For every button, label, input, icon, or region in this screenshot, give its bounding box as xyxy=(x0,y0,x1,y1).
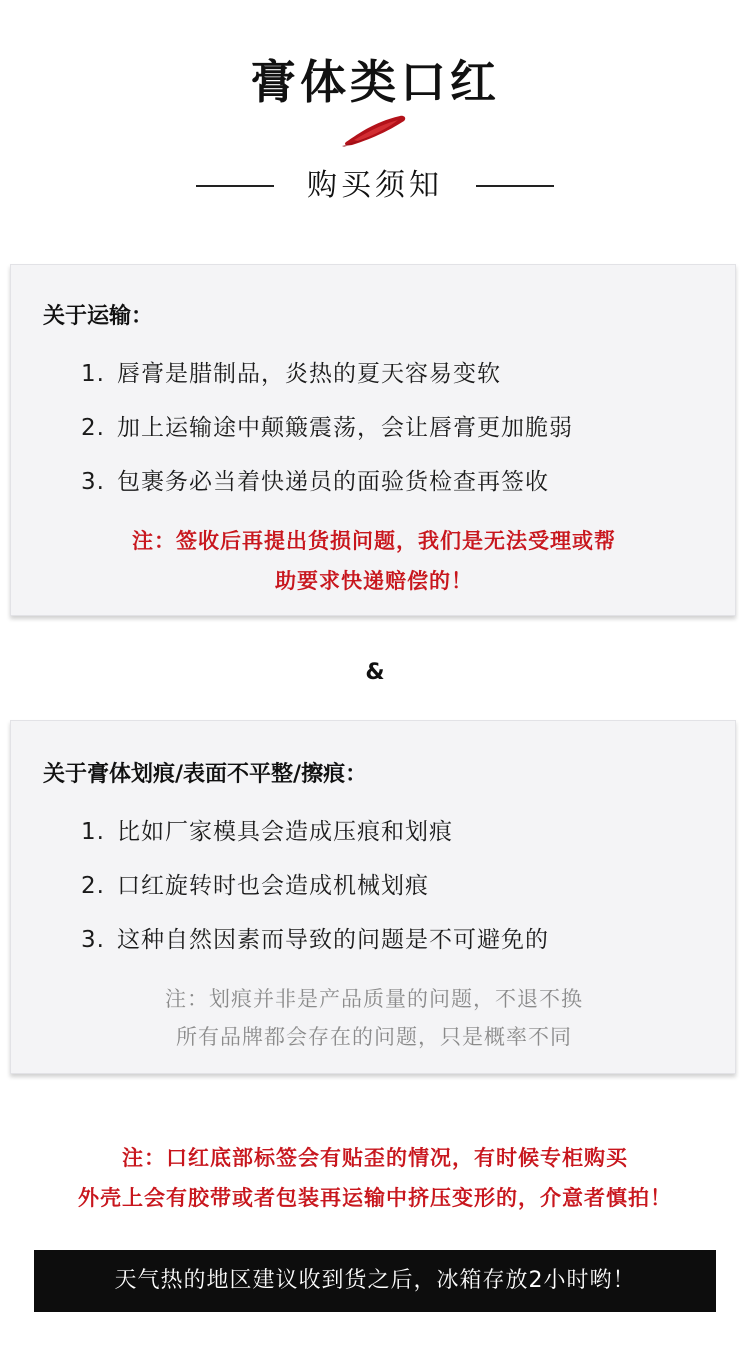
item-number: 3. xyxy=(81,469,105,495)
item-text: 包裹务必当着快递员的面验货检查再签收 xyxy=(116,469,549,495)
item-number: 3. xyxy=(81,927,105,953)
shipping-note-line-2: 助要求快递赔偿的！ xyxy=(275,569,473,593)
item-number: 1. xyxy=(81,361,105,387)
item-text: 加上运输途中颠簸震荡，会让唇膏更加脆弱 xyxy=(116,415,573,441)
item-text: 比如厂家模具会造成压痕和划痕 xyxy=(116,819,453,845)
scratches-item-3 xyxy=(81,921,549,954)
item-number: 2. xyxy=(81,873,105,899)
shipping-item-2 xyxy=(81,409,573,442)
footer-note-line-2: 外壳上会有胶带或者包装再运输中挤压变形的，介意者慎拍！ xyxy=(78,1186,672,1210)
scratches-note-line-1: 注：划痕并非是产品质量的问题，不退不换 xyxy=(165,987,583,1011)
item-text: 口红旋转时也会造成机械划痕 xyxy=(116,873,429,899)
item-number: 2. xyxy=(81,415,105,441)
item-text: 这种自然因素而导致的问题是不可避免的 xyxy=(116,927,549,953)
item-number: 1. xyxy=(81,819,105,845)
subtitle: 购买须知 xyxy=(307,168,443,203)
shipping-item-3 xyxy=(81,463,549,496)
scratches-note-line-2: 所有品牌都会存在的问题，只是概率不同 xyxy=(176,1025,572,1049)
item-text: 唇膏是腊制品，炎热的夏天容易变软 xyxy=(116,361,501,387)
subtitle-divider-right xyxy=(476,185,554,187)
page-title: 膏体类口红 xyxy=(250,55,500,109)
scratches-item-1 xyxy=(81,813,453,846)
subtitle-row xyxy=(0,164,750,208)
scratches-card xyxy=(10,720,736,1074)
scratches-item-2 xyxy=(81,867,429,900)
shipping-note-line-1: 注：签收后再提出货损问题，我们是无法受理或帮 xyxy=(132,529,616,553)
section-separator: & xyxy=(365,660,385,685)
shipping-heading: 关于运输： xyxy=(43,304,154,329)
lipstick-swatch-icon xyxy=(340,112,410,148)
footer-note-line-1: 注：口红底部标签会有贴歪的情况，有时候专柜购买 xyxy=(122,1146,628,1170)
shipping-item-1 xyxy=(81,355,501,388)
storage-tip-banner: 天气热的地区建议收到货之后，冰箱存放2小时哟！ xyxy=(34,1250,716,1312)
scratches-heading: 关于膏体划痕/表面不平整/擦痕： xyxy=(43,762,368,787)
shipping-card xyxy=(10,264,736,616)
